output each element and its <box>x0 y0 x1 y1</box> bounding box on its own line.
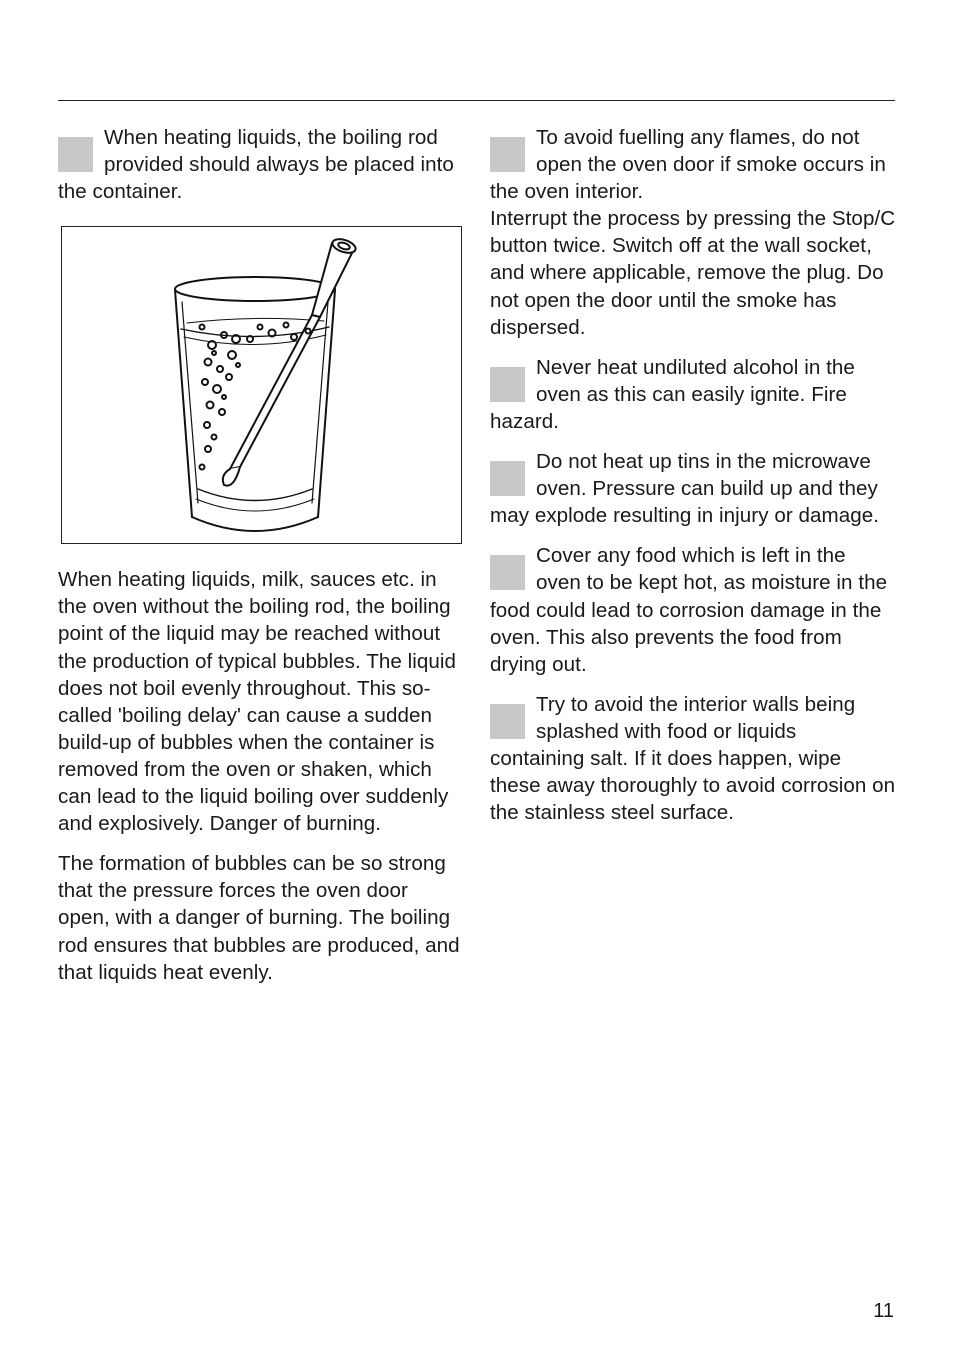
warning-square-icon <box>490 461 525 496</box>
right-column <box>490 124 896 839</box>
warning-text: Try to avoid the interior walls being splashed with food or liquids containing salt. If it does happen, wipe these away thoroughly to avoid corrosion on the stainless steel surface. <box>490 692 896 825</box>
warning-square-icon <box>490 704 525 739</box>
header-rule <box>58 100 895 101</box>
warning-text: To avoid fuelling any flames, do not open the oven door if smoke occurs in the oven interior. <box>490 126 886 204</box>
paragraph-bubble-pressure: The formation of bubbles can be so strong that the pressure forces the oven door open, with a danger of burning. The boiling rod ensures that bubbles are produced, and that liquids heat evenly. <box>58 852 460 984</box>
glass-with-boiling-rod-image <box>62 227 461 543</box>
warning-text: When heating liquids, the boiling rod provided should always be placed into the container. <box>58 126 454 204</box>
warning-text: Never heat undiluted alcohol in the oven as this can easily ignite. Fire hazard. <box>490 355 855 433</box>
warning-square-icon <box>490 137 525 172</box>
page-number: 11 <box>873 1300 894 1322</box>
warning-square-icon <box>490 367 525 402</box>
paragraph-boiling-delay: When heating liquids, milk, sauces etc. in the oven without the boiling rod, the boiling point of the liquid may be reached without the production of typical bubbles. The liquid does not boil evenly throughout. This so-called 'boiling delay' can cause a sudden build-up of bubbles when the container is removed from the oven or shaken, which can lead to the liquid boiling over suddenly and explosively. Danger of burning. <box>58 568 456 836</box>
warning-smoke-continued: Interrupt the process by pressing the Stop/C button twice. Switch off at the wall socket, and where applicable, remove the plug. Do not open the door until the smoke has dispersed. <box>490 207 896 339</box>
left-column <box>58 124 464 999</box>
warning-tins <box>490 448 896 529</box>
warning-salt <box>490 691 896 826</box>
warning-smoke <box>490 124 896 341</box>
warning-text: Cover any food which is left in the oven to be kept hot, as moisture in the food could lead to corrosion damage in the oven. This also prevents the food from drying out. <box>490 544 888 676</box>
warning-text: Do not heat up tins in the microwave oven. Pressure can build up and they may explode resulting in injury or damage. <box>490 450 880 528</box>
warning-cover-food <box>490 542 896 677</box>
warning-alcohol <box>490 354 896 435</box>
boiling-rod-glass-illustration <box>61 226 462 544</box>
warning-boiling-rod <box>58 124 464 205</box>
warning-square-icon <box>490 555 525 590</box>
warning-square-icon <box>58 137 93 172</box>
